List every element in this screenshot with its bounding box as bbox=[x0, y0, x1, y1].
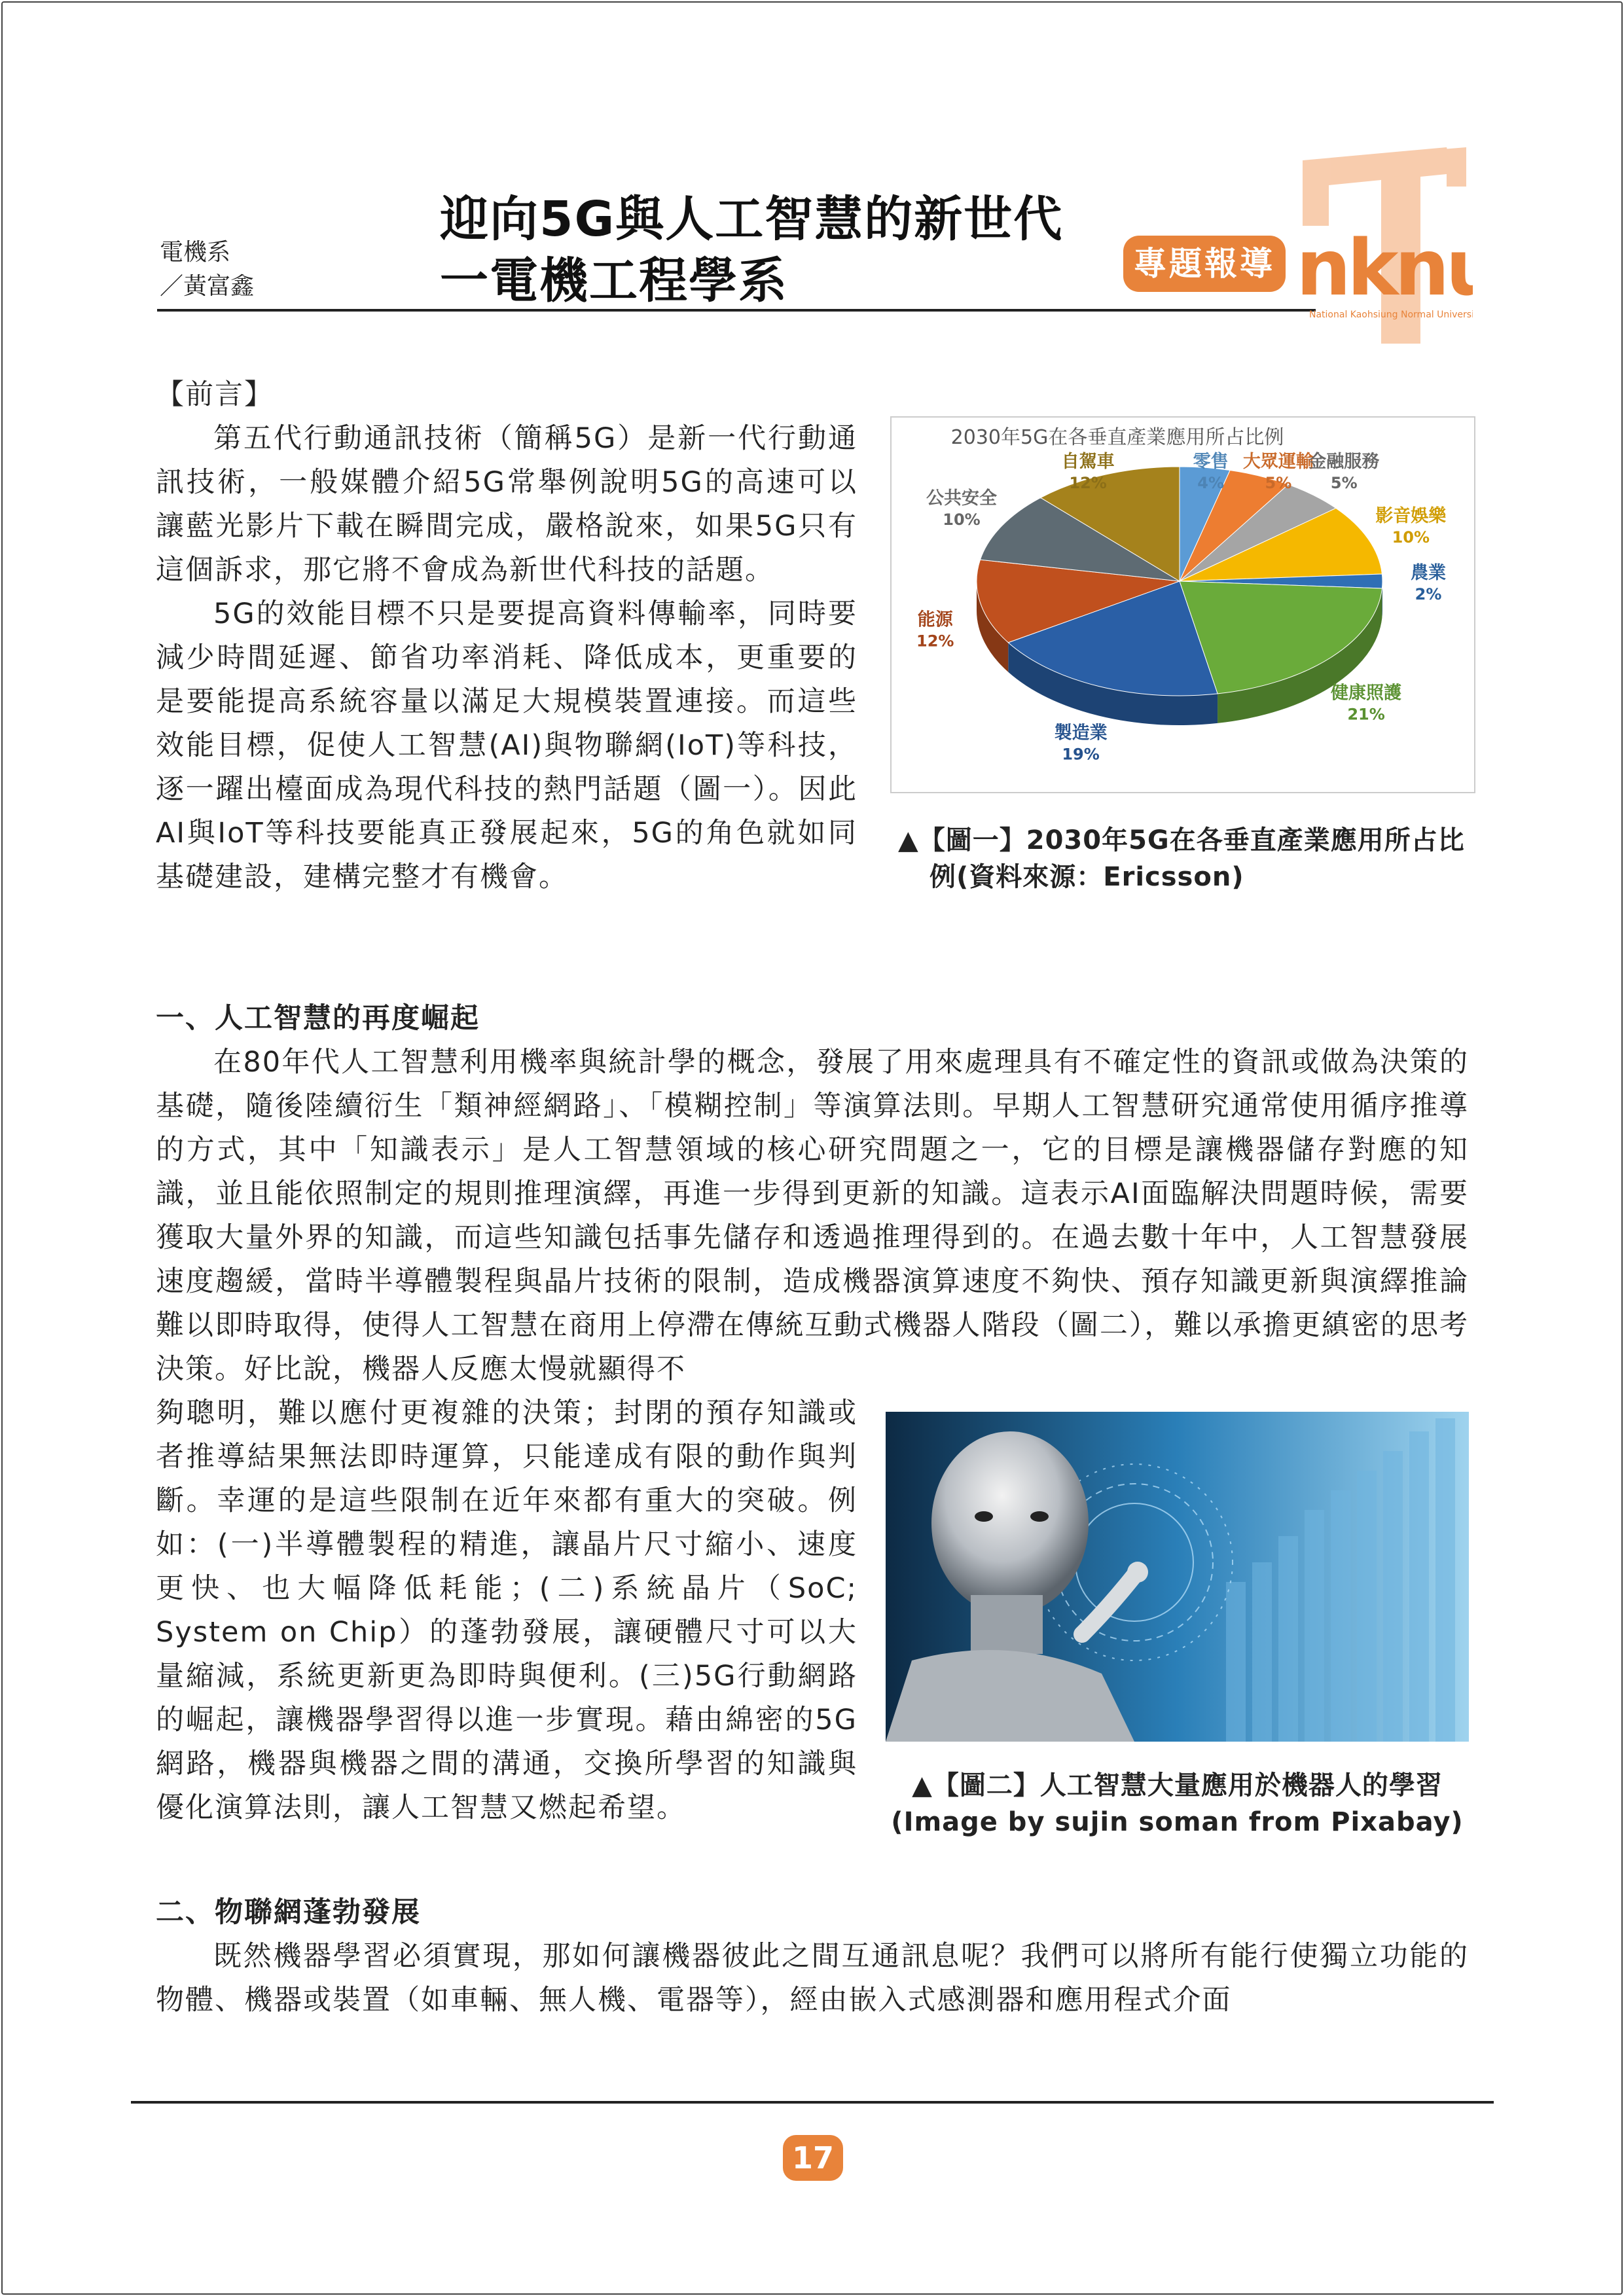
pie-value-7: 12% bbox=[916, 632, 954, 651]
section-1-paragraph-continued: 夠聰明，難以應付更複雜的決策；封閉的預存知識或者推導結果無法即時運算，只能達成有限的動作與判斷。幸運的是這些限制在近年來都有重大的突破。例如：(一)半導體製程的精進，讓晶片尺寸縮小、速度更快、也大幅降低耗能；(二)系統晶片（SoC; System on Chip）的蓬勃發展，讓硬體尺寸可以大量縮減，系統更新更為即時與便利。(三)5G行動網路的崛起，讓機器學習得以進一步實現。藉由綿密的5G網路，機器與機器之間的溝通，交換所學習的知識與優化演算法則，讓人工智慧又燃起希望。 bbox=[156, 1397, 857, 1824]
pie-label-6: 製造業 bbox=[1054, 723, 1108, 744]
figure-1-caption-line-1: ▲【圖一】2030年5G在各垂直產業應用所占比 bbox=[898, 825, 1465, 855]
figure-1-pie-chart bbox=[890, 416, 1475, 793]
figure-1-caption bbox=[898, 822, 1474, 895]
pie-value-1: 5% bbox=[1265, 474, 1292, 492]
figure-2-robot-image bbox=[886, 1412, 1469, 1742]
section-1-continued bbox=[156, 1391, 857, 1830]
pie-label-0: 零售 bbox=[1193, 452, 1229, 472]
page-number: 17 bbox=[783, 2135, 843, 2181]
article-title bbox=[440, 188, 1063, 312]
pie-value-8: 10% bbox=[943, 510, 981, 529]
preface-heading: 【前言】 bbox=[156, 378, 274, 411]
pie-label-1: 大眾運輸 bbox=[1242, 452, 1314, 472]
figure-2-caption bbox=[886, 1767, 1469, 1840]
pie-label-2: 金融服務 bbox=[1308, 452, 1380, 472]
pie-value-3: 10% bbox=[1392, 528, 1430, 547]
pie-chart-svg bbox=[892, 418, 1474, 792]
pie-label-7: 能源 bbox=[917, 609, 953, 630]
title-line-2: 一電機工程學系 bbox=[440, 253, 788, 309]
section-1-heading: 一、人工智慧的再度崛起 bbox=[156, 1002, 480, 1035]
pie-value-6: 19% bbox=[1062, 745, 1100, 764]
figure-2-caption-line-2: (Image by sujin soman from Pixabay) bbox=[891, 1807, 1464, 1837]
author-name: ／黃富鑫 bbox=[160, 273, 255, 300]
header-divider bbox=[157, 309, 1316, 312]
section-1 bbox=[156, 997, 1469, 1391]
section-1-paragraph-1: 在80年代人工智慧利用機率與統計學的概念，發展了用來處理具有不確定性的資訊或做為決策的基礎，隨後陸續衍生「類神經網路」、「模糊控制」等演算法則。早期人工智慧研究通常使用循序推導的方式，其中「知識表示」是人工智慧領域的核心研究問題之一，它的目標是讓機器儲存對應的知識，並且能依照制定的規則推理演繹，再進一步得到更新的知識。這表示AI面臨解決問題時候，需要獲取大量外界的知識，而這些知識包括事先儲存和透過推理得到的。在過去數十年中，人工智慧發展速度趨緩，當時半導體製程與晶片技術的限制，造成機器演算速度不夠快、預存知識更新與演繹推論難以即時取得，使得人工智慧在商用上停滯在傳統互動式機器人階段（圖二），難以承擔更縝密的思考決策。好比說，機器人反應太慢就顯得不 bbox=[156, 1046, 1469, 1386]
logo-subtext: National Kaohsiung Normal University bbox=[1309, 310, 1473, 320]
section-2-paragraph-1: 既然機器學習必須實現，那如何讓機器彼此之間互通訊息呢？我們可以將所有能行使獨立功能的物體、機器或裝置（如車輛、無人機、電器等），經由嵌入式感測器和應用程式介面 bbox=[156, 1940, 1469, 2017]
pie-value-5: 21% bbox=[1347, 705, 1385, 724]
pie-label-3: 影音娛樂 bbox=[1375, 505, 1447, 526]
pie-value-0: 4% bbox=[1197, 474, 1225, 492]
nknu-logo bbox=[1290, 147, 1473, 346]
preface-paragraph-1: 第五代行動通訊技術（簡稱5G）是新一代行動通訊技術，一般媒體介紹5G常舉例說明5G的高速可以讓藍光影片下載在瞬間完成，嚴格說來，如果5G只有這個訴求，那它將不會成為新世代科技的話題。 bbox=[156, 422, 857, 586]
pie-label-8: 公共安全 bbox=[926, 488, 998, 509]
pie-label-5: 健康照護 bbox=[1331, 683, 1402, 704]
pie-value-4: 2% bbox=[1415, 585, 1442, 603]
figure-2-caption-line-1: ▲【圖二】人工智慧大量應用於機器人的學習 bbox=[912, 1770, 1443, 1801]
section-2-heading: 二、物聯網蓬勃發展 bbox=[156, 1896, 421, 1929]
preface-paragraph-2: 5G的效能目標不只是要提高資料傳輸率，同時要減少時間延遲、節省功率消耗、降低成本，更重要的是要能提高系統容量以滿足大規模裝置連接。而這些效能目標，促使人工智慧(AI)與物聯網(IoT)等科技，逐一躍出檯面成為現代科技的熱門話題（圖一）。因此AI與IoT等科技要能真正發展起來，5G的角色就如同基礎建設，建構完整才有機會。 bbox=[156, 598, 857, 893]
pie-label-4: 農業 bbox=[1411, 563, 1446, 583]
pie-label-9: 自駕車 bbox=[1061, 452, 1115, 472]
title-line-1: 迎向5G與人工智慧的新世代 bbox=[440, 191, 1064, 247]
pie-value-9: 12% bbox=[1069, 474, 1107, 492]
chart-title: 2030年5G在各垂直產業應用所占比例 bbox=[950, 426, 1284, 449]
author-block bbox=[160, 236, 254, 304]
figure-1-caption-line-2: 例(資料來源：Ericsson) bbox=[929, 862, 1244, 892]
svg-text:nknu: nkn bbox=[1296, 223, 1446, 313]
pie-value-2: 5% bbox=[1330, 474, 1358, 492]
feature-report-badge: 專題報導 bbox=[1123, 236, 1286, 292]
preface-section bbox=[156, 373, 857, 899]
section-2 bbox=[156, 1891, 1469, 2022]
footer-divider bbox=[131, 2101, 1494, 2104]
author-department: 電機系 bbox=[160, 239, 231, 266]
